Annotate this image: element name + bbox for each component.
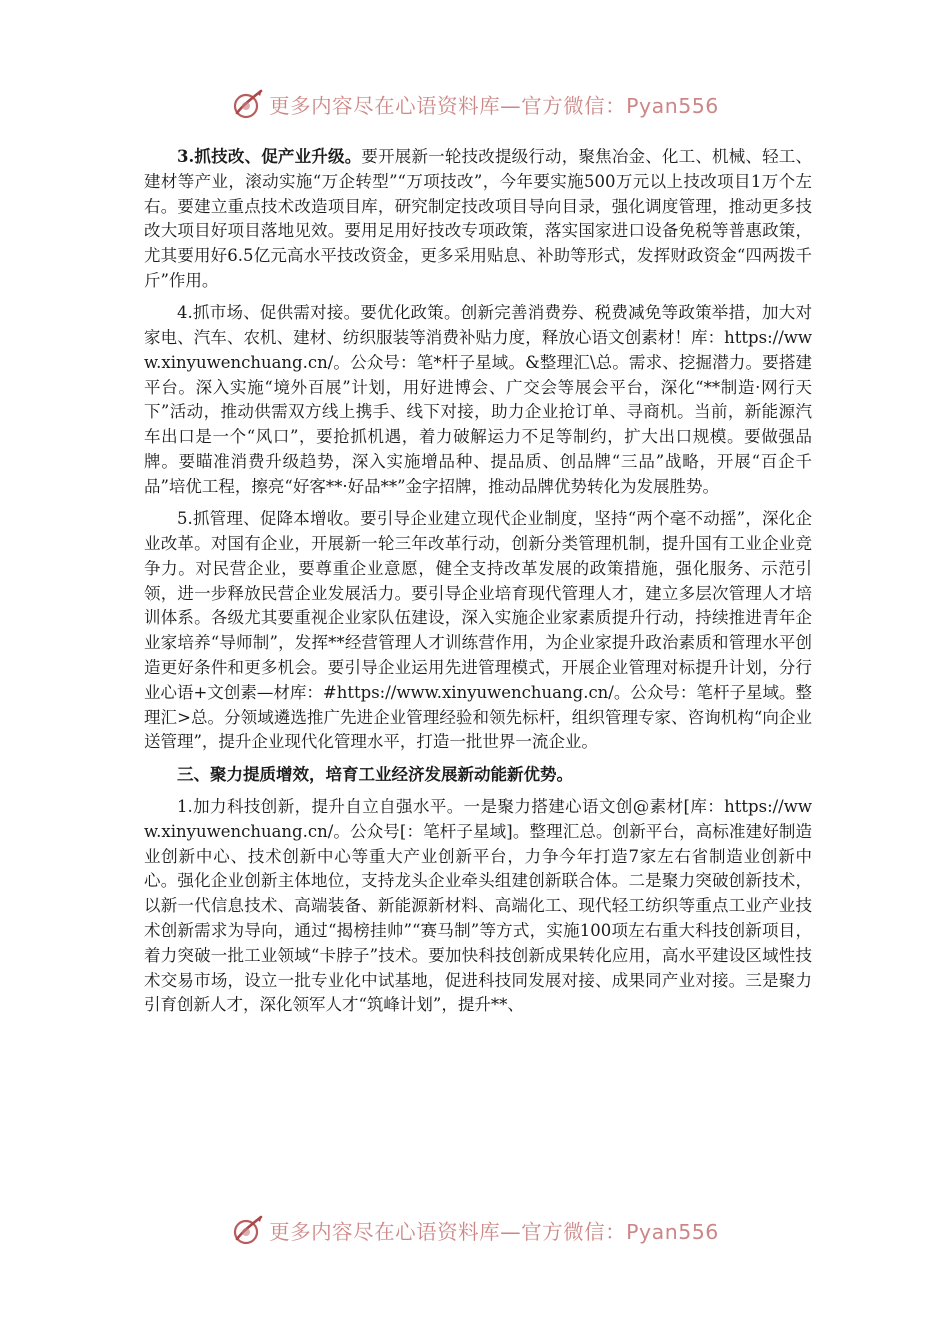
document-body — [144, 145, 812, 1026]
paragraph-market — [144, 301, 812, 499]
watermark-text: 更多内容尽在心语资料库—官方微信：Pyan556 — [269, 1220, 719, 1244]
header-watermark-banner — [0, 84, 950, 124]
paragraph-text: 4.抓市场、促供需对接。要优化政策。创新完善消费券、税费减免等政策举措，加大对家电、汽车、农机、建材、纺织服装等消费补贴力度，释放心语文创素材！库：https://www.xinyuwenchuang.cn/。公众号：笔*杆子星域。&整理汇\总。需求、挖掘潜力。要搭建平台。深入实施“境外百展”计划，用好进博会、广交会等展会平台，深化“**制造·网行天下”活动，推动供需双方线上携手、线下对接，助力企业抢订单、寻商机。当前，新能源汽车出口是一个“风口”，要抢抓机遇，着力破解运力不足等制约，扩大出口规模。要做强品牌。要瞄准消费升级趋势，深入实施增品种、提品质、创品牌“三品”战略，开展“百企千品”培优工程，擦亮“好客**·好品**”金字招牌，推动品牌优势转化为发展胜势。 — [144, 303, 812, 496]
paragraph-lead: 3.抓技改、促产业升级。 — [177, 147, 362, 166]
brush-logo-icon — [231, 87, 265, 121]
section-heading — [144, 763, 812, 788]
paragraph-text: 5.抓管理、促降本增收。要引导企业建立现代企业制度，坚持“两个毫不动摇”，深化企业改革。对国有企业，开展新一轮三年改革行动，创新分类管理机制，提升国有工业企业竞争力。对民营企业，要尊重企业意愿，健全支持改革发展的政策措施，强化服务、示范引领，进一步释放民营企业发展活力。要引导企业培育现代管理人才，建立多层次管理人才培训体系。各级尤其要重视企业家队伍建设，深入实施企业家素质提升行动，持续推进青年企业家培养“导师制”，发挥**经营管理人才训练营作用，为企业家提升政治素质和管理水平创造更好条件和更多机会。要引导企业运用先进管理模式，开展企业管理对标提升计划，分行业心语+文创素—材库：#https://www.xinyuwenchuang.cn/。公众号：笔杆子星域。整理汇>总。分领域遴选推广先进企业管理经验和领先标杆，组织管理专家、咨询机构“向企业送管理”，提升企业现代化管理水平，打造一批世界一流企业。 — [144, 509, 812, 752]
brush-logo-icon — [231, 1213, 265, 1247]
paragraph-text: 1.加力科技创新，提升自立自强水平。一是聚力搭建心语文创@素材[库：https://www.xinyuwenchuang.cn/。公众号[：笔杆子星域]。整理汇总。创新平台，高标准建好制造业创新中心、技术创新中心等重大产业创新平台，力争今年打造7家左右省制造业创新中心。强化企业创新主体地位，支持龙头企业牵头组建创新联合体。二是聚力突破创新技术，以新一代信息技术、高端装备、新能源新材料、高端化工、现代轻工纺织等重点工业产业技术创新需求为导向，通过“揭榜挂帅”“赛马制”等方式，实施100项左右重大科技创新项目，着力突破一批工业领域“卡脖子”技术。要加快科技创新成果转化应用，高水平建设区域性技术交易市场，设立一批专业化中试基地，促进科技同发展对接、成果同产业对接。三是聚力引育创新人才，深化领军人才“筑峰计划”，提升**、 — [144, 796, 812, 1015]
footer-watermark-banner — [0, 1210, 950, 1250]
paragraph-management — [144, 507, 812, 755]
section-heading-text: 三、聚力提质增效，培育工业经济发展新动能新优势。 — [177, 764, 573, 784]
watermark-text: 更多内容尽在心语资料库—官方微信：Pyan556 — [269, 94, 719, 118]
paragraph-text: 要开展新一轮技改提级行动，聚焦冶金、化工、机械、轻工、建材等产业，滚动实施“万企转型”“万项技改”，今年要实施500万元以上技改项目1万个左右。要建立重点技术改造项目库，研究制定技改项目导向目录，强化调度管理，推动更多技改大项目好项目落地见效。要用足用好技改专项政策，落实国家进口设备免税等普惠政策，尤其要用好6.5亿元高水平技改资金，更多采用贴息、补助等形式，发挥财政资金“四两拨千斤”作用。 — [144, 147, 812, 290]
paragraph-tech-upgrade — [144, 145, 812, 294]
paragraph-innovation — [144, 795, 812, 1018]
